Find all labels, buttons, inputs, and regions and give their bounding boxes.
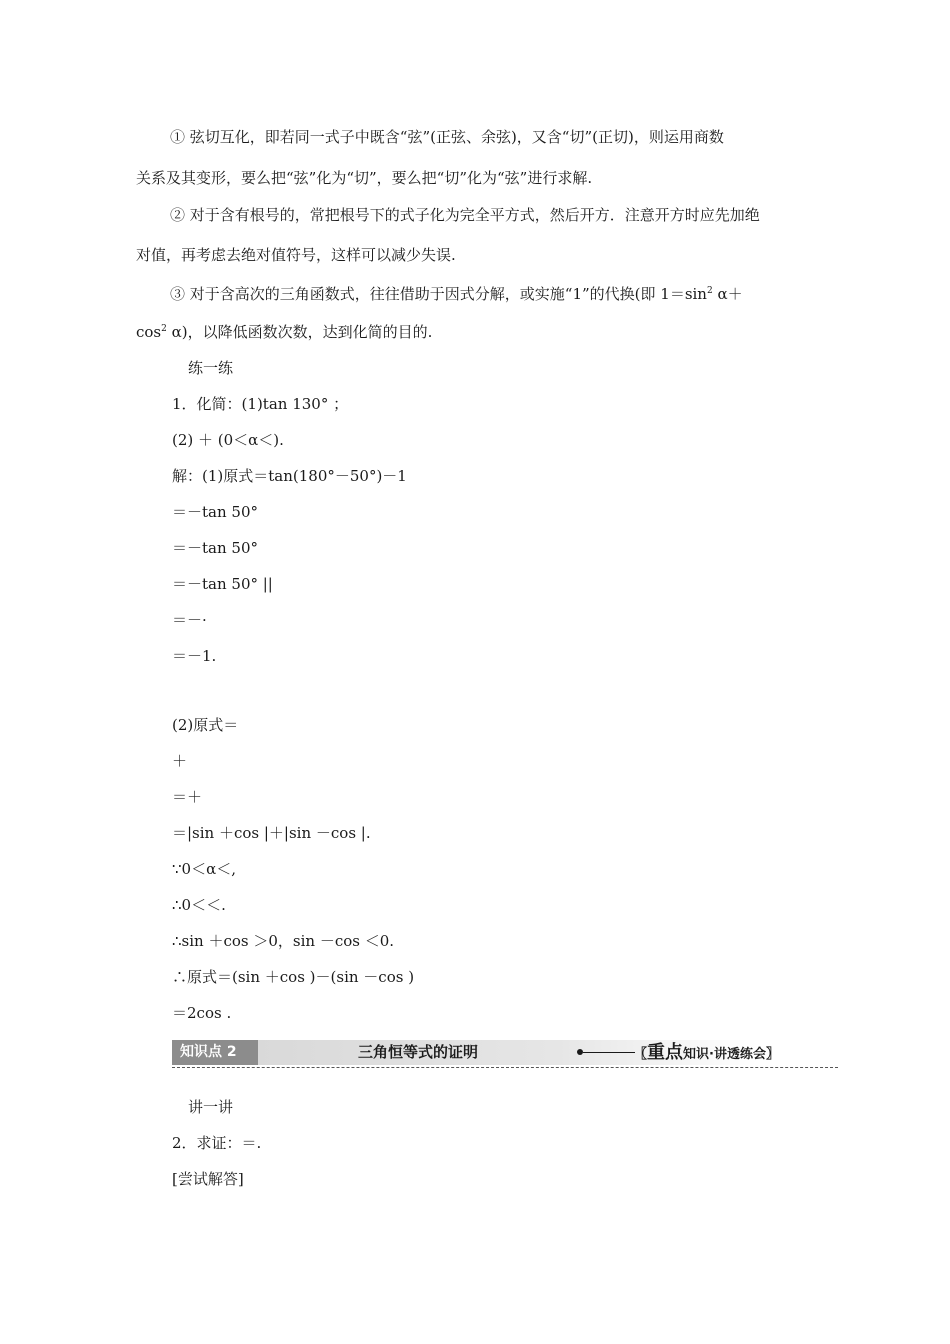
paragraph-1-line-1: ① 弦切互化，即若同一式子中既含“弦”(正弦、余弦)，又含“切”(正切)，则运用商数 — [170, 128, 724, 146]
solution-line-5: ＝－· — [172, 611, 207, 629]
paragraph-3-line-2 — [136, 322, 432, 342]
solution-2-line-5: ∵0＜α＜, — [172, 860, 236, 878]
solution-2-line-7: ∴sin ＋cos ＞0，sin －cos ＜0. — [172, 932, 395, 950]
question-1: 1．化简：(1)tan 130° ； — [172, 395, 349, 413]
attempt-answer-label: [尝试解答] — [172, 1170, 244, 1188]
question-2: 2．求证：＝. — [172, 1134, 262, 1152]
p3-line2-text-a: cos — [136, 323, 162, 341]
badge-rest-text: 知识·讲透练会〗 — [683, 1047, 779, 1062]
section-dashed-divider — [172, 1067, 838, 1068]
p3-superscript: 2 — [706, 286, 713, 296]
solution-line-1: 解：(1)原式＝tan(180°－50°)－1 — [172, 467, 407, 485]
connector-line — [583, 1052, 635, 1054]
paragraph-2-line-1: ② 对于含有根号的，常把根号下的式子化为完全平方式，然后开方．注意开方时应先加绝 — [170, 206, 760, 224]
lecture-heading: 讲一讲 — [188, 1098, 234, 1116]
p3-text-a: ③ 对于含高次的三角函数式，往往借助于因式分解，或实施“1”的代换(即 1＝sin — [170, 285, 707, 303]
section-tag: 知识点 2 — [172, 1040, 258, 1065]
section-title: 三角恒等式的证明 — [358, 1043, 479, 1061]
solution-line-4: ＝－tan 50° || — [172, 575, 273, 593]
solution-2-line-4: ＝|sin ＋cos |＋|sin －cos |. — [172, 824, 371, 842]
p3-line2-superscript: 2 — [161, 324, 167, 334]
solution-2-line-8: ∴原式＝(sin ＋cos )－(sin －cos ) — [172, 968, 415, 986]
badge-key-text: 重点 — [647, 1042, 684, 1063]
section-header-bar — [172, 1039, 838, 1067]
question-1-part-2: (2) ＋ (0＜α＜). — [172, 431, 284, 449]
paragraph-1-line-2: 关系及其变形，要么把“弦”化为“切”，要么把“切”化为“弦”进行求解. — [136, 169, 593, 187]
paragraph-3-line-1 — [170, 284, 743, 304]
paragraph-2-line-2: 对值，再考虑去绝对值符号，这样可以减少失误. — [136, 246, 456, 264]
section-badge — [634, 1040, 779, 1065]
solution-2-line-6: ∴0＜＜. — [172, 896, 226, 914]
p3-text-b: α＋ — [712, 285, 743, 303]
solution-line-2: ＝－tan 50° — [172, 503, 258, 521]
solution-2-line-1: (2)原式＝ — [172, 716, 239, 734]
solution-2-line-2: ＋ — [172, 752, 188, 770]
badge-open-bracket: 〖 — [634, 1047, 648, 1062]
practice-heading: 练一练 — [188, 359, 234, 377]
p3-line2-text-b: α)，以降低函数次数，达到化简的目的. — [166, 323, 433, 341]
solution-line-6: ＝－1. — [172, 647, 217, 665]
solution-2-line-3: ＝＋ — [172, 788, 203, 806]
solution-2-line-9: ＝2cos . — [172, 1004, 232, 1022]
solution-line-3: ＝－tan 50° — [172, 539, 258, 557]
